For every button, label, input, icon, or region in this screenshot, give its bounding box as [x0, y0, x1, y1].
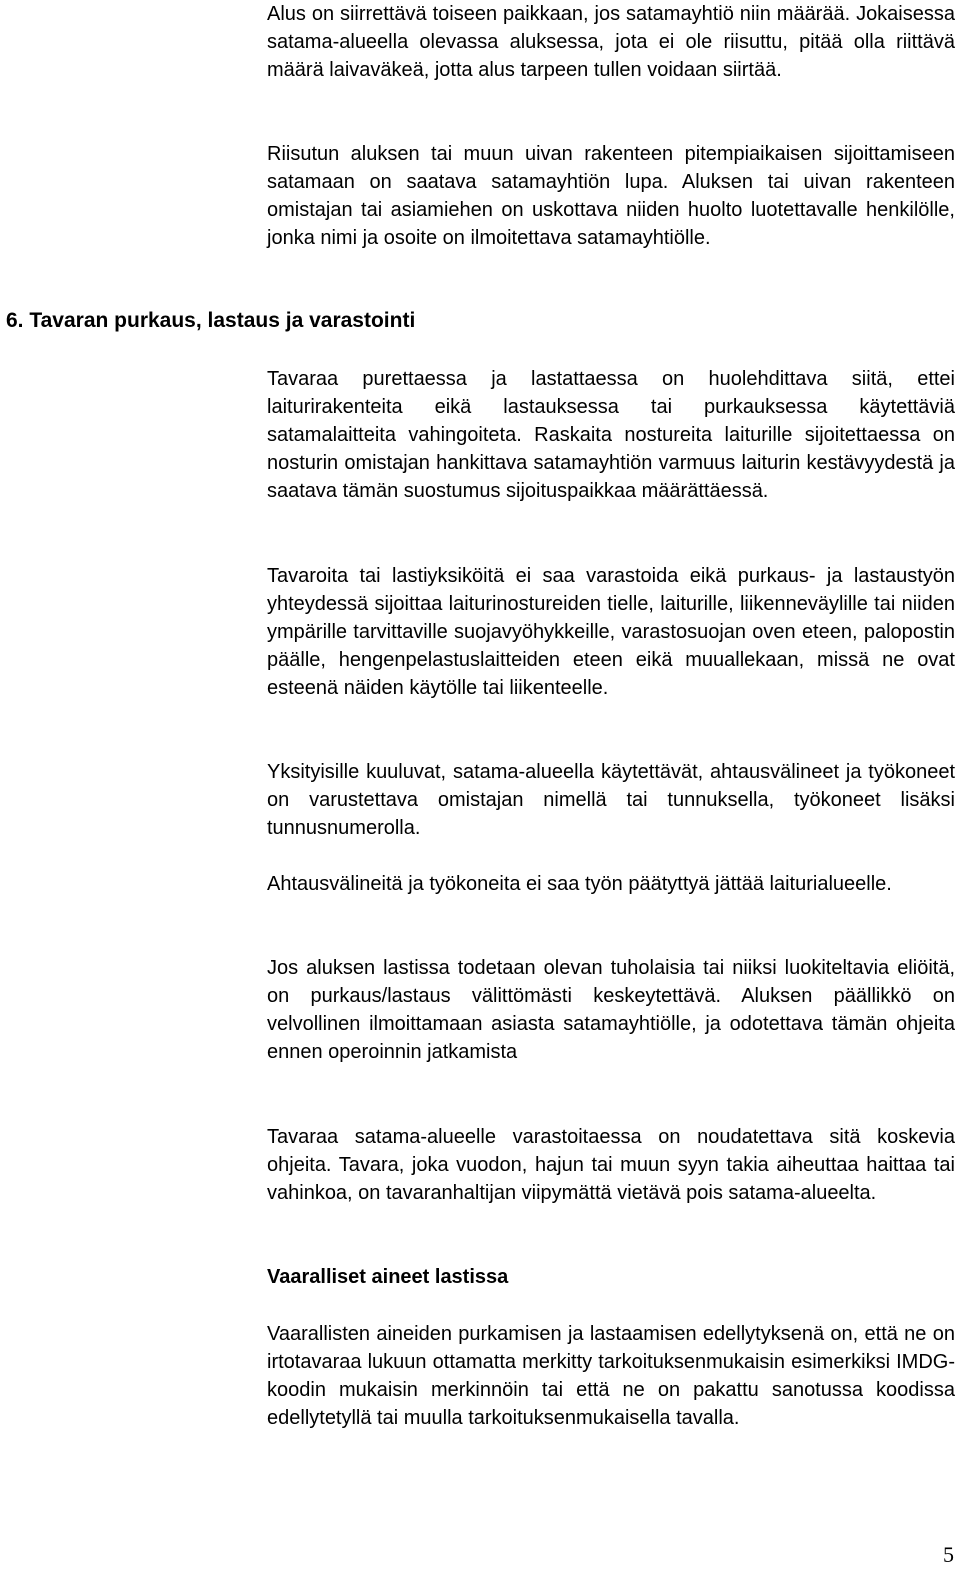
- intro-block: [267, 0, 955, 84]
- paragraph-laid-up-vessel: Riisutun aluksen tai muun uivan rakenteen pitempiaikaisen sijoittamiseen satamaan on saatava satamayhtiön lupa. Aluksen tai uivan rakenteen omistajan tai asiamiehen on uskottava niiden huolto luotettavalle henkilölle, jonka nimi ja osoite on ilmoitettava satamayhtiölle.: [267, 143, 955, 249]
- page-number: 5: [943, 1542, 954, 1567]
- paragraph-storage-restrictions: Tavaroita tai lastiyksiköitä ei saa varastoida eikä purkaus- ja lastaustyön yhteydessä sijoittaa laiturinostureiden tielle, laiturille, liikenneväylille tai niiden ympärille tarvittaville suojavyöhykkeille, varastosuojan oven eteen, palopostin päälle, hengenpelastuslaitteiden eteen eikä muuallekaan, missä ne ovat esteenä näiden käytölle tai liikenteelle.: [267, 565, 955, 699]
- paragraph-goods-storage: Tavaraa satama-alueelle varastoitaessa on noudatettava sitä koskevia ohjeita. Tavara, joka vuodon, hajun tai muun syyn takia aiheuttaa haittaa tai vahinkoa, on tavaranhaltijan viipymättä vietävä pois satama-alueelta.: [267, 1126, 955, 1204]
- paragraph-ship-relocation: Alus on siirrettävä toiseen paikkaan, jos satamayhtiö niin määrää. Jokaisessa satama-alueella olevassa aluksessa, jota ei ole riisuttu, pitää olla riittävä määrä laivaväkeä, jotta alus tarpeen tullen voidaan siirtää.: [267, 3, 955, 81]
- subheading-dangerous-goods: Vaaralliset aineet lastissa: [267, 1266, 509, 1288]
- section-block-5: [267, 954, 955, 1066]
- section-block-6: [267, 1123, 955, 1207]
- subheading-block: [267, 1263, 955, 1291]
- paragraph-equipment-leaving: Ahtausvälineitä ja työkoneita ei saa työn päätyttyä jättää laiturialueelle.: [267, 873, 892, 895]
- section-block-2: [267, 562, 955, 702]
- paragraph-loading-unloading: Tavaraa purettaessa ja lastattaessa on huolehdittava siitä, ettei laiturirakenteita eikä lastauksessa tai purkauksessa käytettäviä satamalaitteita vahingoiteta. Raskaita nostureita laiturille sijoitettaessa on nosturin omistajan hankittava satamayhtiön varmuus laiturin kestävyydestä ja saatava tämän suostumus sijoituspaikkaa määrättäessä.: [267, 368, 955, 502]
- paragraph-pests: Jos aluksen lastissa todetaan olevan tuholaisia tai niiksi luokiteltavia eliöitä, on purkaus/lastaus välittömästi keskeytettävä. Aluksen päällikkö on velvollinen ilmoittamaan asiasta satamayhtiölle, ja odotettava tämän ohjeita ennen operoinnin jatkamista: [267, 957, 955, 1063]
- paragraph-equipment-marking: Yksityisille kuuluvat, satama-alueella käytettävät, ahtausvälineet ja työkoneet on varustettava omistajan nimellä tai tunnuksella, työkoneet lisäksi tunnusnumerolla.: [267, 761, 955, 839]
- subsection-block: [267, 1320, 955, 1432]
- section-block-3: [267, 758, 955, 842]
- section-heading: 6. Tavaran purkaus, lastaus ja varastointi: [6, 309, 416, 332]
- section-block-1: [267, 365, 955, 505]
- paragraph-dangerous-goods: Vaarallisten aineiden purkamisen ja lastaamisen edellytyksenä on, että ne on irtotavaraa lukuun ottamatta merkitty tarkoituksenmukaisin esimerkiksi IMDG-koodin mukaisin merkinnöin tai että ne on pakattu sanotussa koodissa edellytetyllä tai muulla tarkoituksenmukaisella tavalla.: [267, 1323, 955, 1429]
- section-block-4: [267, 870, 955, 898]
- intro-block-2: [267, 140, 955, 252]
